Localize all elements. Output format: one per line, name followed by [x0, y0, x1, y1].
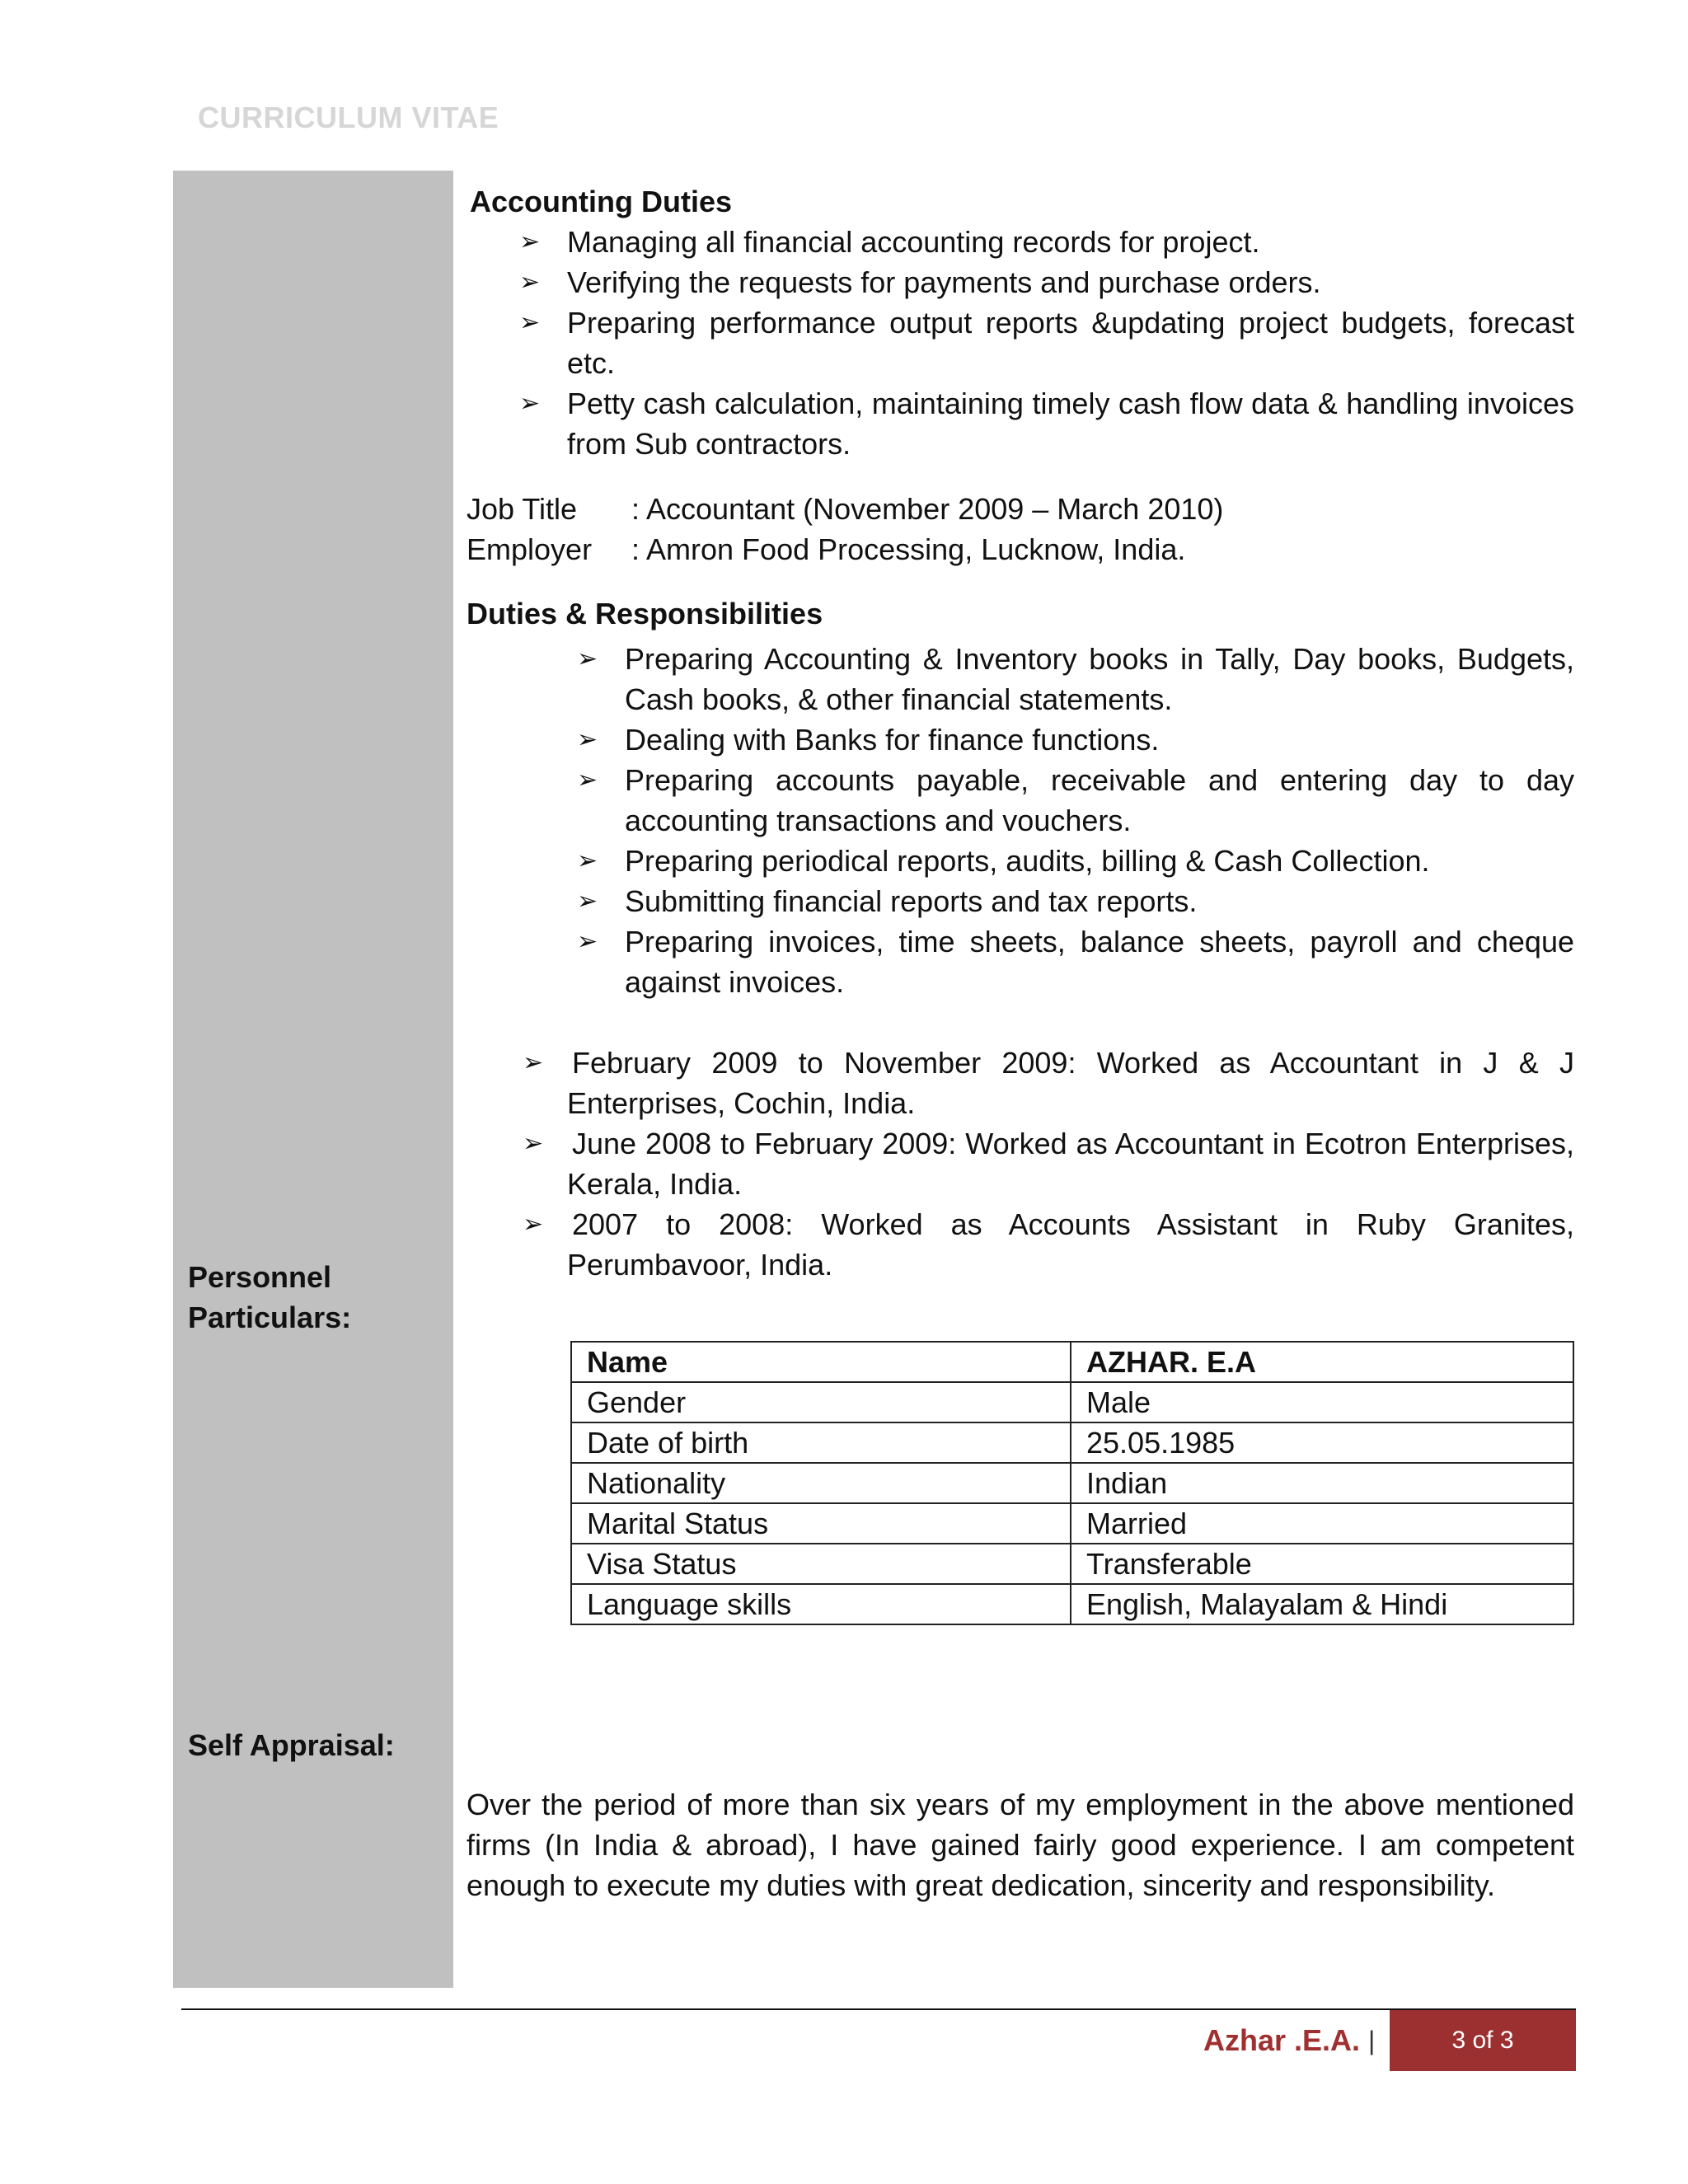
- personnel-label-line1: Personnel: [188, 1260, 332, 1294]
- list-item: ➢ Preparing accounts payable, receivable and entering day to day accounting transactions and vouchers.: [625, 760, 1574, 841]
- table-cell-value: 25.05.1985: [1071, 1422, 1573, 1463]
- table-row: [571, 1503, 1573, 1544]
- table-cell-value: AZHAR. E.A: [1071, 1342, 1573, 1382]
- duties-list: [467, 639, 1574, 1002]
- job-title-value: : Accountant (November 2009 – March 2010): [631, 492, 1224, 526]
- accounting-duties-list: [467, 222, 1574, 464]
- list-item: ➢ Petty cash calculation, maintaining timely cash flow data & handling invoices from Sub contractors.: [567, 383, 1574, 464]
- arrow-bullet-icon: ➢: [523, 1211, 544, 1238]
- list-item: ➢ June 2008 to February 2009: Worked as Accountant in Ecotron Enterprises, Kerala, India.: [567, 1123, 1574, 1204]
- table-cell-label: Gender: [571, 1382, 1071, 1422]
- arrow-bullet-icon: ➢: [519, 228, 541, 255]
- table-row: [571, 1342, 1573, 1382]
- table-cell-value: Indian: [1071, 1463, 1573, 1503]
- list-item: ➢ Preparing performance output reports &updating project budgets, forecast etc.: [567, 302, 1574, 383]
- table-cell-value: Transferable: [1071, 1544, 1573, 1584]
- employment-history-list: [467, 1043, 1574, 1285]
- job-title-label: Job Title: [467, 492, 578, 526]
- table-cell-value: English, Malayalam & Hindi: [1071, 1584, 1573, 1624]
- personnel-particulars-label: [188, 1257, 351, 1338]
- table-cell-label: Date of birth: [571, 1422, 1071, 1463]
- self-appraisal-text: Over the period of more than six years of my employment in the above mentioned firms (In India & abroad), I have gained fairly good experience. I am competent enough to execute my duties with great dedication, sincerity and responsibility.: [467, 1788, 1574, 1902]
- table-cell-label: Marital Status: [571, 1503, 1071, 1544]
- list-item: ➢ February 2009 to November 2009: Worked as Accountant in J & J Enterprises, Cochin, India.: [567, 1043, 1574, 1123]
- arrow-bullet-icon: ➢: [577, 645, 598, 673]
- table-row: [571, 1584, 1573, 1624]
- document-header-title: CURRICULUM VITAE: [198, 101, 499, 134]
- arrow-bullet-icon: ➢: [519, 309, 541, 336]
- list-item: ➢ Preparing invoices, time sheets, balance sheets, payroll and cheque against invoices.: [625, 921, 1574, 1002]
- main-content: [467, 181, 1574, 1285]
- arrow-bullet-icon: ➢: [519, 390, 541, 417]
- arrow-bullet-icon: ➢: [519, 269, 541, 296]
- arrow-bullet-icon: ➢: [577, 726, 598, 753]
- list-item: ➢ 2007 to 2008: Worked as Accounts Assistant in Ruby Granites, Perumbavoor, India.: [567, 1204, 1574, 1285]
- arrow-bullet-icon: ➢: [523, 1049, 544, 1076]
- list-item: ➢ Verifying the requests for payments and purchase orders.: [567, 262, 1574, 302]
- arrow-bullet-icon: ➢: [523, 1130, 544, 1157]
- table-row: [571, 1544, 1573, 1584]
- list-item: ➢ Preparing Accounting & Inventory books in Tally, Day books, Budgets, Cash books, & other financial statements.: [625, 639, 1574, 719]
- list-item: ➢ Preparing periodical reports, audits, billing & Cash Collection.: [625, 841, 1574, 881]
- table-row: [571, 1422, 1573, 1463]
- personnel-table: [570, 1341, 1574, 1625]
- table-cell-label: Visa Status: [571, 1544, 1071, 1584]
- employer-value: : Amron Food Processing, Lucknow, India.: [631, 532, 1186, 566]
- arrow-bullet-icon: ➢: [577, 928, 598, 955]
- table-cell-value: Married: [1071, 1503, 1573, 1544]
- list-item: ➢ Managing all financial accounting records for project.: [567, 222, 1574, 262]
- table-row: [571, 1463, 1573, 1503]
- left-sidebar: [173, 171, 453, 1988]
- page-number-badge: 3 of 3: [1390, 2010, 1576, 2071]
- job-title-row: [467, 489, 1574, 529]
- footer-divider: [181, 2008, 1576, 2010]
- list-item: ➢ Submitting financial reports and tax reports.: [625, 881, 1574, 921]
- table-cell-label: Language skills: [571, 1584, 1071, 1624]
- employer-label: Employer: [467, 532, 593, 566]
- employer-row: [467, 529, 1574, 569]
- table-cell-value: Male: [1071, 1382, 1573, 1422]
- table-cell-label: Nationality: [571, 1463, 1071, 1503]
- table-row: [571, 1382, 1573, 1422]
- footer-separator: |: [1368, 2026, 1376, 2055]
- arrow-bullet-icon: ➢: [577, 888, 598, 915]
- arrow-bullet-icon: ➢: [577, 766, 598, 794]
- list-item: ➢ Dealing with Banks for finance functions.: [625, 719, 1574, 760]
- accounting-duties-heading: Accounting Duties: [470, 185, 733, 218]
- self-appraisal-label: Self Appraisal:: [188, 1728, 395, 1762]
- duties-heading: Duties & Responsibilities: [467, 597, 823, 630]
- personnel-label-line2: Particulars:: [188, 1301, 352, 1334]
- footer-author-name: Azhar .E.A.: [1203, 2023, 1361, 2057]
- arrow-bullet-icon: ➢: [577, 847, 598, 874]
- table-cell-label: Name: [571, 1342, 1071, 1382]
